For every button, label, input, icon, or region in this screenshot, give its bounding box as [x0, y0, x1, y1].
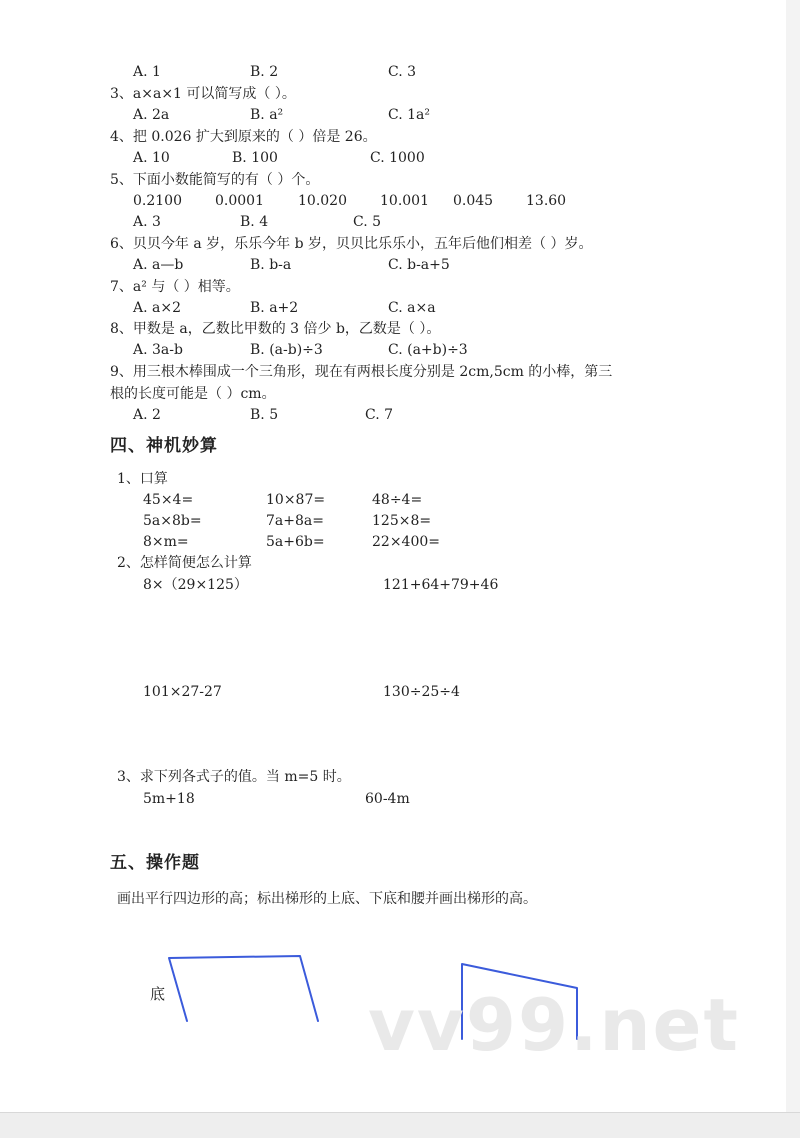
viewer-bottom-bar [0, 1112, 800, 1138]
q5-number: 0.0001 [215, 193, 264, 209]
q2-option-b: B. 2 [250, 64, 279, 80]
q2-option-c: C. 3 [388, 64, 417, 80]
oral-calc-item: 22×400= [372, 534, 440, 550]
page-edge [786, 0, 800, 1112]
q6-option-b: B. b-a [250, 257, 292, 273]
q3-option-a: A. 2a [133, 107, 170, 123]
q5-number: 0.2100 [133, 193, 182, 209]
parallelogram-figure [169, 956, 318, 1021]
q9-option-a: A. 2 [133, 407, 161, 423]
q4-stem: 4、把 0.026 扩大到原来的（ ）倍是 26。 [110, 129, 377, 145]
q3-stem: 3、a×a×1 可以简写成（ ）。 [110, 86, 296, 102]
watermark: vv99.net [368, 983, 740, 1067]
q6-stem: 6、贝贝今年 a 岁，乐乐今年 b 岁，贝贝比乐乐小，五年后他们相差（ ）岁。 [110, 236, 593, 252]
q7-option-c: C. a×a [388, 300, 436, 316]
q5-option-a: A. 3 [133, 214, 161, 230]
simplify-expression: 101×27-27 [143, 684, 222, 700]
oral-calc-item: 8×m= [143, 534, 189, 550]
q3-option-b: B. a² [250, 107, 284, 123]
q7-stem: 7、a² 与（ ）相等。 [110, 279, 240, 295]
q8-option-c: C. (a+b)÷3 [388, 342, 468, 358]
simplify-expression: 130÷25÷4 [383, 684, 460, 700]
q5-number: 10.001 [380, 193, 429, 209]
oral-calc-item: 5a×8b= [143, 513, 202, 529]
oral-calc-item: 5a+6b= [266, 534, 325, 550]
q8-option-a: A. 3a-b [133, 342, 183, 358]
simplify-expression: 8×（29×125） [143, 577, 248, 593]
q9-stem-line1: 9、用三根木棒围成一个三角形，现在有两根长度分别是 2cm,5cm 的小棒，第三 [110, 364, 613, 380]
oral-calc-label: 1、口算 [117, 471, 168, 487]
q6-option-c: C. b-a+5 [388, 257, 450, 273]
q5-stem: 5、下面小数能简写的有（ ）个。 [110, 172, 320, 188]
q5-number: 13.60 [526, 193, 567, 209]
evaluate-label: 3、求下列各式子的值。当 m=5 时。 [117, 769, 351, 785]
q8-option-b: B. (a-b)÷3 [250, 342, 323, 358]
q8-stem: 8、甲数是 a，乙数比甲数的 3 倍少 b，乙数是（ ）。 [110, 321, 441, 337]
q5-option-b: B. 4 [240, 214, 269, 230]
q5-number: 10.020 [298, 193, 347, 209]
q3-option-c: C. 1a² [388, 107, 430, 123]
q5-number: 0.045 [453, 193, 494, 209]
q6-option-a: A. a—b [133, 257, 184, 273]
section5-instruction: 画出平行四边形的高；标出梯形的上底、下底和腰并画出梯形的高。 [117, 891, 537, 907]
oral-calc-item: 7a+8a= [266, 513, 324, 529]
q9-option-b: B. 5 [250, 407, 279, 423]
oral-calc-item: 45×4= [143, 492, 194, 508]
q9-stem-line2: 根的长度可能是（ ）cm。 [110, 386, 276, 402]
q7-option-b: B. a+2 [250, 300, 299, 316]
oral-calc-item: 10×87= [266, 492, 326, 508]
q5-option-c: C. 5 [353, 214, 382, 230]
q7-option-a: A. a×2 [133, 300, 181, 316]
q2-option-a: A. 1 [133, 64, 161, 80]
section4-title: 四、神机妙算 [110, 436, 218, 456]
simplify-expression: 121+64+79+46 [383, 577, 499, 593]
q4-option-a: A. 10 [133, 150, 170, 166]
q4-option-c: C. 1000 [370, 150, 425, 166]
section5-title: 五、操作题 [110, 853, 200, 873]
evaluate-expression: 5m+18 [143, 791, 195, 807]
oral-calc-item: 48÷4= [372, 492, 423, 508]
evaluate-expression: 60-4m [365, 791, 410, 807]
simplify-label: 2、怎样简便怎么计算 [117, 555, 252, 571]
oral-calc-item: 125×8= [372, 513, 432, 529]
q4-option-b: B. 100 [232, 150, 278, 166]
figure-label-base: 底 [150, 985, 166, 1003]
q9-option-c: C. 7 [365, 407, 394, 423]
